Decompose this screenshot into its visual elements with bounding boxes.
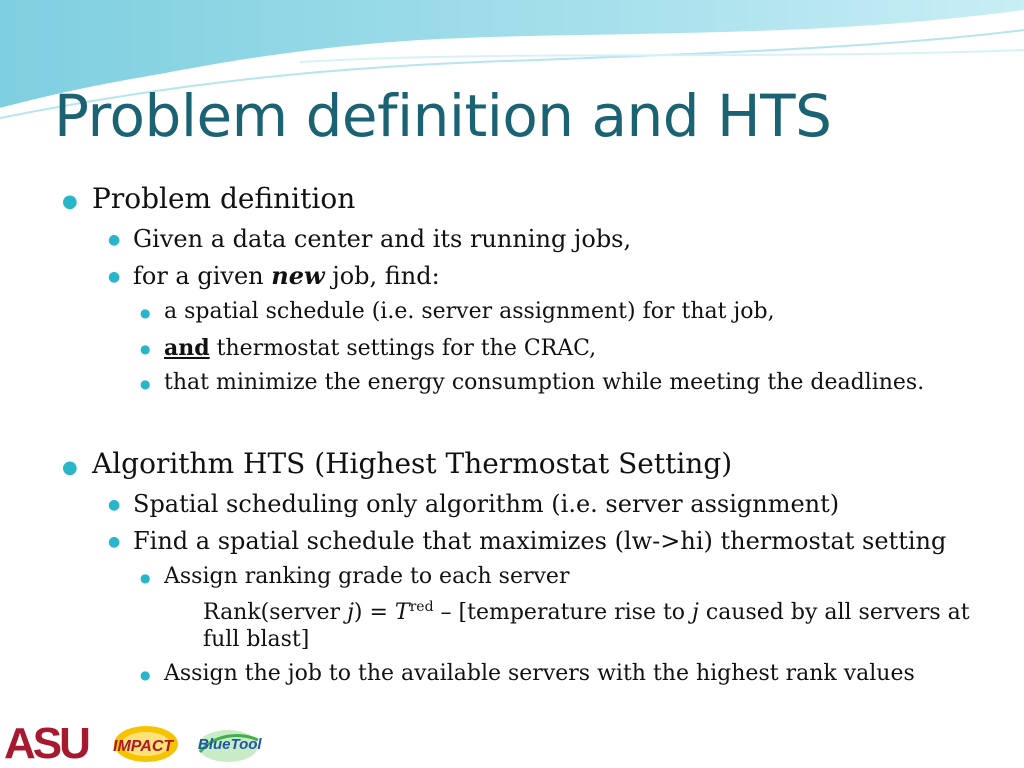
sub-list-item: Assign the job to the available servers with the highest rank values <box>164 661 915 686</box>
bluetool-logo <box>198 730 262 762</box>
bullet-icon: ● <box>108 497 121 513</box>
list-item: Find a spatial schedule that maximizes (lw->hi) thermostat setting <box>133 527 947 555</box>
sub-list-item <box>164 335 596 362</box>
list-item: Spatial scheduling only algorithm (i.e. server assignment) <box>133 490 840 518</box>
formula-text: Rank(server <box>203 600 348 625</box>
bullet-icon: ● <box>108 534 121 550</box>
bullet-icon: ● <box>108 269 121 285</box>
rank-formula-continued: full blast] <box>203 627 310 652</box>
emphasis-text: and <box>164 335 210 361</box>
logo-strip <box>0 712 270 768</box>
bullet-icon: ● <box>140 668 151 682</box>
impact-logo-text: IMPACT <box>113 738 174 755</box>
item-text: for a given <box>133 262 272 290</box>
asu-logo <box>2 719 102 768</box>
section-heading: Problem definition <box>92 182 356 215</box>
emphasis-text: new <box>271 261 325 290</box>
formula-superscript: red <box>409 599 434 615</box>
bullet-icon: ● <box>140 342 151 356</box>
formula-variable: j <box>692 600 699 625</box>
rank-formula <box>203 599 970 626</box>
list-item <box>133 262 440 291</box>
item-text: thermostat settings for the CRAC, <box>209 336 597 361</box>
formula-text: caused by all servers at <box>698 600 970 625</box>
list-item: Given a data center and its running jobs, <box>133 225 632 253</box>
sub-list-item: a spatial schedule (i.e. server assignment) for that job, <box>164 299 775 324</box>
bullet-icon: ● <box>140 571 151 585</box>
section-heading: Algorithm HTS (Highest Thermostat Setting) <box>92 447 733 480</box>
formula-text: – [temperature rise to <box>433 600 693 625</box>
asu-logo-text: ASU <box>4 719 88 768</box>
slide-title: Problem definition and HTS <box>54 82 832 150</box>
formula-variable: j <box>347 600 354 625</box>
sub-list-item: Assign ranking grade to each server <box>164 564 570 589</box>
impact-logo <box>113 726 178 762</box>
bullet-icon: ● <box>62 191 78 212</box>
bluetool-logo-text: BlueTool <box>198 736 262 753</box>
formula-text: ) = <box>353 600 395 625</box>
bullet-icon: ● <box>140 306 151 320</box>
bullet-icon: ● <box>62 457 78 478</box>
sub-list-item: that minimize the energy consumption while meeting the deadlines. <box>164 370 925 395</box>
item-text: job, find: <box>324 262 440 290</box>
bullet-icon: ● <box>140 377 151 391</box>
bullet-icon: ● <box>108 232 121 248</box>
formula-variable: T <box>394 600 410 625</box>
